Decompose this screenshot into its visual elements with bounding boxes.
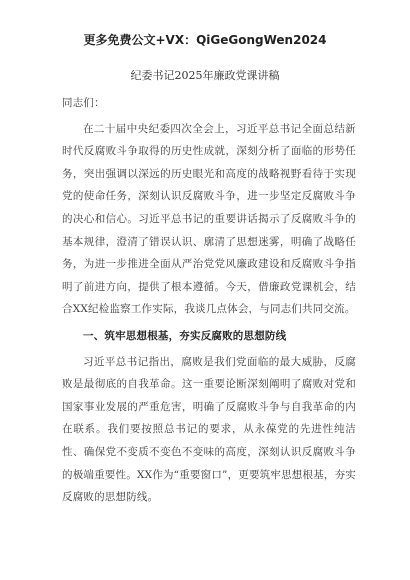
intro-paragraph: 在二十届中央纪委四次全会上，习近平总书记全面总结新时代反腐败斗争取得的历史性成就，深刻分析了面临的形势任务，突出强调以深远的历史眼光和高度的战略视野看待于实现党的使命任务，深刻认识反腐败斗争，进一步坚定反腐败斗争的决心和信心。习近平总书记的重要讲话揭示了反腐败斗争的基本规律，澄清了错误认识、廓清了思想迷雾，明确了战略任务，为进一步推进全面从严治党党风廉政建设和反腐败斗争指明了前进方向，提供了根本遵循。今天，借廉政党课机会，结合XX纪检监察工作实际，我谈几点体会，与同志们共同交流。 <box>62 122 356 316</box>
document-body <box>62 92 356 509</box>
document-title: 纪委书记2025年廉政党课讲稿 <box>130 69 280 82</box>
section-heading: 一、筑牢思想根基，夯实反腐败的思想防线 <box>83 329 287 342</box>
promo-banner: 更多免费公文+VX：QiGeGongWen2024 <box>83 33 327 47</box>
salutation: 同志们： <box>62 97 105 109</box>
section-paragraph: 习近平总书记指出，腐败是我们党面临的最大威胁，反腐败是最彻底的自我革命。这一重要论断深刻阐明了腐败对党和国家事业发展的严重危害，明确了反腐败斗争与自我革命的内在联系。我们要按照总书记的要求，从永葆党的先进性纯洁性、确保党不变质不变色不变味的高度，深刻认识反腐败斗争的极端重要性。XX作为“重要窗口”，更要筑牢思想根基，夯实反腐败的思想防线。 <box>62 355 356 504</box>
